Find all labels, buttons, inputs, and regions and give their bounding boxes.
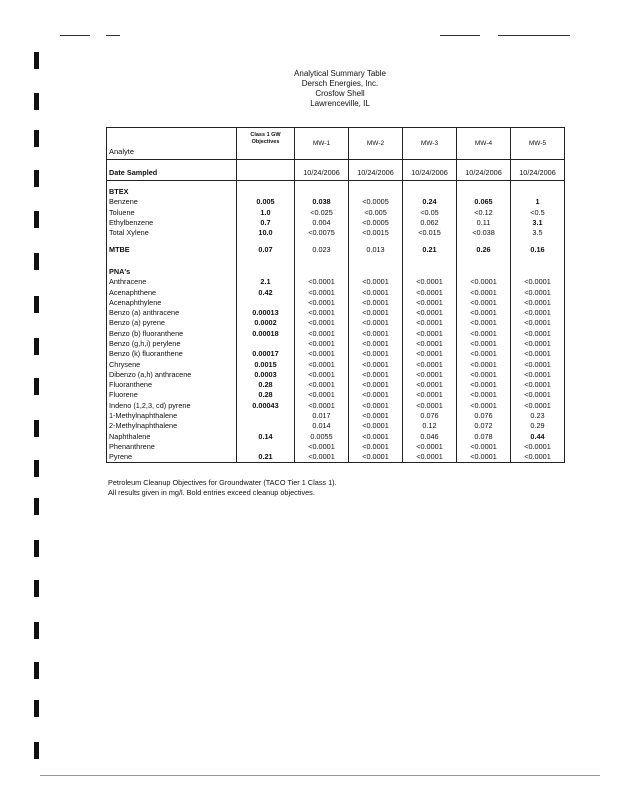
objectives-line1: Class 1 GW (250, 132, 281, 138)
result-value: <0.025 (295, 208, 349, 218)
result-value: <0.0001 (511, 287, 565, 297)
date-sampled-mw-4: 10/24/2006 (457, 166, 511, 181)
objective-value (237, 442, 295, 452)
result-value: 0.24 (403, 197, 457, 207)
result-value: <0.0001 (511, 329, 565, 339)
empty-cell (403, 267, 457, 277)
result-value: <0.0001 (349, 401, 403, 411)
analyte-name: Phenanthrene (107, 442, 237, 452)
result-value: <0.0001 (349, 442, 403, 452)
result-value: <0.0001 (403, 277, 457, 287)
date-sampled-mw-3: 10/24/2006 (403, 166, 457, 181)
table-row (107, 401, 565, 411)
binding-hole-mark (34, 170, 39, 187)
result-value: 0.0055 (295, 432, 349, 442)
result-value: <0.0001 (295, 349, 349, 359)
binding-hole-mark (34, 742, 39, 759)
date-sampled-objective (237, 166, 295, 181)
result-value: <0.0001 (349, 287, 403, 297)
table-row (107, 277, 565, 287)
result-value: 0.062 (403, 218, 457, 228)
result-value: 0.21 (403, 244, 457, 254)
result-value: <0.0001 (511, 359, 565, 369)
result-value: <0.0001 (349, 339, 403, 349)
result-value: <0.0001 (457, 318, 511, 328)
scan-artifact (106, 35, 120, 36)
column-header-mw-5: MW-5 (511, 128, 565, 160)
result-value: <0.0001 (511, 308, 565, 318)
result-value: <0.0001 (295, 380, 349, 390)
analyte-name: Fluoranthene (107, 380, 237, 390)
result-value: <0.0001 (403, 380, 457, 390)
objective-value: 0.005 (237, 197, 295, 207)
objective-value: 0.28 (237, 390, 295, 400)
result-value: <0.0001 (295, 452, 349, 463)
result-value: <0.0001 (457, 452, 511, 463)
table-row (107, 370, 565, 380)
binding-hole-mark (34, 460, 39, 477)
scan-artifact (60, 35, 90, 36)
table-row (107, 359, 565, 369)
objective-value: 0.42 (237, 287, 295, 297)
result-value: <0.0001 (457, 380, 511, 390)
objectives-line2: Objectives (251, 139, 280, 145)
table-row (107, 298, 565, 308)
result-value: <0.05 (403, 208, 457, 218)
column-header-analyte: Analyte (107, 128, 237, 160)
objective-value: 0.14 (237, 432, 295, 442)
note-units: All results given in mg/l. Bold entries exceed cleanup objectives. (108, 488, 315, 497)
result-value: <0.0001 (511, 380, 565, 390)
analyte-name: Toluene (107, 208, 237, 218)
empty-cell (511, 267, 565, 277)
result-value: <0.0001 (457, 370, 511, 380)
result-value: <0.0001 (457, 277, 511, 287)
result-value: <0.0001 (295, 359, 349, 369)
result-value: <0.0001 (403, 339, 457, 349)
binding-hole-mark (34, 622, 39, 639)
result-value: <0.0001 (295, 339, 349, 349)
result-value: <0.0001 (295, 329, 349, 339)
result-value: 0.046 (403, 432, 457, 442)
analyte-name: Benzene (107, 197, 237, 207)
result-value: <0.0001 (295, 318, 349, 328)
result-value: <0.0001 (511, 349, 565, 359)
result-value: <0.0001 (349, 308, 403, 318)
empty-cell (457, 267, 511, 277)
empty-cell (349, 267, 403, 277)
result-value: <0.0001 (349, 349, 403, 359)
analyte-name: 2-Methylnaphthalene (107, 421, 237, 431)
date-sampled-label: Date Sampled (107, 166, 237, 181)
result-value: 0.26 (457, 244, 511, 254)
result-value: 0.065 (457, 197, 511, 207)
result-value: <0.0001 (511, 339, 565, 349)
result-value: <0.015 (403, 228, 457, 238)
objective-value: 0.00018 (237, 329, 295, 339)
result-value: <0.0001 (457, 329, 511, 339)
analyte-name: Benzo (k) fluoranthene (107, 349, 237, 359)
result-value: 1 (511, 197, 565, 207)
result-value: 0.29 (511, 421, 565, 431)
result-value: <0.0001 (349, 298, 403, 308)
result-value: <0.005 (349, 208, 403, 218)
binding-hole-mark (34, 420, 39, 437)
objective-value (237, 339, 295, 349)
result-value: <0.0001 (457, 442, 511, 452)
result-value: <0.12 (457, 208, 511, 218)
section-header-row (107, 187, 565, 197)
result-value: 3.5 (511, 228, 565, 238)
result-value: 0.11 (457, 218, 511, 228)
heading-site: Crosfow Shell (315, 89, 365, 98)
binding-hole-mark (34, 700, 39, 717)
empty-cell (295, 187, 349, 197)
result-value: 0.013 (349, 244, 403, 254)
result-value: <0.0001 (349, 277, 403, 287)
table-row (107, 197, 565, 207)
result-value: 0.004 (295, 218, 349, 228)
result-value: <0.0001 (457, 308, 511, 318)
result-value: <0.0001 (403, 452, 457, 463)
result-value: <0.0001 (349, 390, 403, 400)
binding-hole-mark (34, 52, 39, 69)
empty-cell (403, 187, 457, 197)
objective-value: 0.0015 (237, 359, 295, 369)
binding-hole-mark (34, 378, 39, 395)
table-row (107, 228, 565, 238)
result-value: <0.0001 (457, 401, 511, 411)
analyte-name: Anthracene (107, 277, 237, 287)
result-value: <0.0001 (403, 370, 457, 380)
result-value: 0.16 (511, 244, 565, 254)
result-value: <0.0001 (295, 442, 349, 452)
result-value: <0.0001 (349, 370, 403, 380)
result-value: <0.0005 (349, 218, 403, 228)
date-sampled-mw-5: 10/24/2006 (511, 166, 565, 181)
result-value: <0.0001 (457, 349, 511, 359)
analyte-name: 1-Methylnaphthalene (107, 411, 237, 421)
table-row (107, 452, 565, 463)
objective-value: 10.0 (237, 228, 295, 238)
column-header-mw-1: MW-1 (295, 128, 349, 160)
note-objectives-source: Petroleum Cleanup Objectives for Groundwater (TACO Tier 1 Class 1). (108, 478, 337, 487)
objective-value: 1.0 (237, 208, 295, 218)
result-value: <0.0001 (403, 318, 457, 328)
result-value: <0.0001 (403, 308, 457, 318)
column-header-mw-2: MW-2 (349, 128, 403, 160)
table-row (107, 244, 565, 254)
result-value: 0.23 (511, 411, 565, 421)
objective-value: 0.00013 (237, 308, 295, 318)
result-value: 0.078 (457, 432, 511, 442)
column-header-mw-3: MW-3 (403, 128, 457, 160)
result-value: <0.0001 (511, 277, 565, 287)
table-body (107, 160, 565, 463)
result-value: <0.0001 (457, 339, 511, 349)
result-value: <0.0001 (403, 349, 457, 359)
binding-hole-mark (34, 498, 39, 515)
objective-value: 0.21 (237, 452, 295, 463)
analyte-name: Total Xylene (107, 228, 237, 238)
result-value: <0.0001 (511, 298, 565, 308)
result-value: <0.0001 (403, 390, 457, 400)
section-title: PNA's (107, 267, 237, 277)
result-value: <0.0001 (403, 401, 457, 411)
result-value: 0.076 (457, 411, 511, 421)
result-value: 0.014 (295, 421, 349, 431)
result-value: <0.0001 (349, 432, 403, 442)
empty-cell (295, 267, 349, 277)
analytical-summary-table (106, 127, 565, 463)
analyte-name: Pyrene (107, 452, 237, 463)
objective-value: 0.0002 (237, 318, 295, 328)
objective-value: 0.00017 (237, 349, 295, 359)
result-value: <0.0001 (511, 452, 565, 463)
table-row (107, 421, 565, 431)
analyte-name: Acenaphthene (107, 287, 237, 297)
binding-hole-mark (34, 296, 39, 313)
result-value: 0.12 (403, 421, 457, 431)
empty-cell (457, 187, 511, 197)
empty-cell (349, 187, 403, 197)
result-value: <0.0001 (349, 329, 403, 339)
analyte-name: Acenaphthylene (107, 298, 237, 308)
result-value: <0.5 (511, 208, 565, 218)
heading-location: Lawrenceville, IL (310, 99, 370, 108)
analyte-name: MTBE (107, 244, 237, 254)
binding-hole-mark (34, 540, 39, 557)
result-value: <0.0001 (511, 401, 565, 411)
result-value: <0.0001 (295, 298, 349, 308)
table-row (107, 432, 565, 442)
result-value: <0.0001 (295, 287, 349, 297)
analyte-name: Benzo (g,h,i) perylene (107, 339, 237, 349)
analyte-name: Fluorene (107, 390, 237, 400)
table-row (107, 318, 565, 328)
table-row (107, 329, 565, 339)
objective-value (237, 298, 295, 308)
result-value: <0.0001 (295, 401, 349, 411)
date-sampled-row (107, 166, 565, 181)
result-value: 0.017 (295, 411, 349, 421)
result-value: <0.0001 (349, 380, 403, 390)
analyte-name: Chrysene (107, 359, 237, 369)
result-value: <0.0001 (403, 298, 457, 308)
result-value: <0.0001 (295, 277, 349, 287)
analyte-name: Benzo (b) fluoranthene (107, 329, 237, 339)
result-value: <0.0015 (349, 228, 403, 238)
analyte-name: Ethylbenzene (107, 218, 237, 228)
result-value: <0.0001 (457, 298, 511, 308)
result-value: <0.0001 (349, 411, 403, 421)
objective-value: 0.07 (237, 244, 295, 254)
objective-value: 0.7 (237, 218, 295, 228)
section-header-row (107, 267, 565, 277)
binding-hole-mark (34, 662, 39, 679)
result-value: <0.0001 (403, 329, 457, 339)
empty-cell (511, 187, 565, 197)
date-sampled-mw-2: 10/24/2006 (349, 166, 403, 181)
result-value: 3.1 (511, 218, 565, 228)
result-value: <0.0005 (349, 197, 403, 207)
result-value: <0.0001 (403, 442, 457, 452)
table-row (107, 308, 565, 318)
column-header-objectives (237, 128, 295, 160)
result-value: <0.0001 (511, 370, 565, 380)
result-value: <0.0001 (511, 442, 565, 452)
result-value: <0.0001 (511, 318, 565, 328)
table-row (107, 411, 565, 421)
result-value: <0.0001 (403, 359, 457, 369)
heading-title: Analytical Summary Table (294, 69, 386, 78)
objective-value (237, 411, 295, 421)
analyte-name: Dibenzo (a,h) anthracene (107, 370, 237, 380)
result-value: <0.0001 (295, 308, 349, 318)
result-value: 0.072 (457, 421, 511, 431)
result-value: <0.0001 (295, 370, 349, 380)
empty-cell (237, 187, 295, 197)
binding-hole-mark (34, 338, 39, 355)
date-sampled-mw-1: 10/24/2006 (295, 166, 349, 181)
result-value: 0.023 (295, 244, 349, 254)
table-notes (108, 478, 337, 498)
objective-value: 2.1 (237, 277, 295, 287)
result-value: <0.038 (457, 228, 511, 238)
table-row (107, 218, 565, 228)
analyte-name: Naphthalene (107, 432, 237, 442)
result-value: <0.0001 (403, 287, 457, 297)
result-value: <0.0001 (349, 318, 403, 328)
scan-artifact (440, 35, 480, 36)
result-value: <0.0001 (349, 421, 403, 431)
analyte-name: Indeno (1,2,3, cd) pyrene (107, 401, 237, 411)
table-row (107, 349, 565, 359)
objective-value (237, 421, 295, 431)
analyte-name: Benzo (a) anthracene (107, 308, 237, 318)
table-row (107, 442, 565, 452)
binding-hole-mark (34, 253, 39, 270)
result-value: <0.0075 (295, 228, 349, 238)
table-row (107, 339, 565, 349)
scan-artifact (498, 35, 570, 36)
table-row (107, 287, 565, 297)
result-value: <0.0001 (295, 390, 349, 400)
report-heading (240, 69, 440, 109)
objective-value: 0.00043 (237, 401, 295, 411)
binding-hole-mark (34, 93, 39, 110)
result-value: <0.0001 (511, 390, 565, 400)
binding-hole-mark (34, 130, 39, 147)
binding-hole-mark (34, 580, 39, 597)
header-row (107, 128, 565, 160)
table-row (107, 208, 565, 218)
section-title: BTEX (107, 187, 237, 197)
result-value: <0.0001 (457, 390, 511, 400)
objective-value: 0.0003 (237, 370, 295, 380)
binding-hole-mark (34, 211, 39, 228)
result-value: <0.0001 (349, 359, 403, 369)
result-value: <0.0001 (457, 359, 511, 369)
column-header-mw-4: MW-4 (457, 128, 511, 160)
result-value: 0.44 (511, 432, 565, 442)
analyte-name: Benzo (a) pyrene (107, 318, 237, 328)
heading-company: Dersch Energies, Inc. (301, 79, 379, 88)
scan-artifact (40, 775, 600, 776)
result-value: 0.038 (295, 197, 349, 207)
result-value: <0.0001 (457, 287, 511, 297)
table-row (107, 390, 565, 400)
objective-value: 0.28 (237, 380, 295, 390)
result-value: 0.076 (403, 411, 457, 421)
empty-cell (237, 267, 295, 277)
table-row (107, 380, 565, 390)
result-value: <0.0001 (349, 452, 403, 463)
